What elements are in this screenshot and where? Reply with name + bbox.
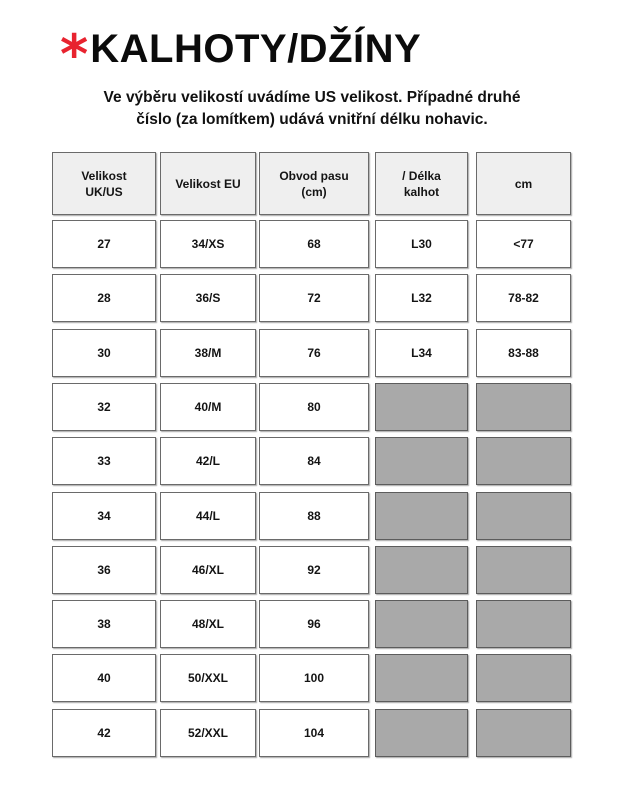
cell-value: 44/L	[195, 509, 220, 523]
cell-value: 46/XL	[191, 563, 224, 577]
cell-value: 27	[97, 237, 111, 251]
cell-value: 30	[97, 346, 111, 360]
cell-value: 40	[97, 671, 111, 685]
table-cell-size-eu	[160, 329, 256, 377]
table-cell-size-eu	[160, 437, 256, 485]
cell-value: 83-88	[508, 346, 539, 360]
empty-cell	[476, 546, 571, 594]
cell-value: 40/M	[194, 400, 222, 414]
table-cell-size-uk-us	[52, 654, 156, 702]
table-cell-waist-cm	[259, 709, 369, 757]
empty-cell	[375, 654, 468, 702]
table-cell-size-eu	[160, 709, 256, 757]
cell-value: 104	[303, 726, 325, 740]
cell-value: 32	[97, 400, 111, 414]
header-cell-leg-cm	[476, 152, 571, 215]
cell-value: L34	[411, 346, 432, 360]
empty-cell	[375, 546, 468, 594]
cell-value: 42/L	[195, 454, 220, 468]
header-label-line: cm	[514, 176, 533, 191]
asterisk-icon: *	[60, 23, 89, 86]
page-title: KALHOTY/DŽÍNY	[90, 27, 422, 71]
cell-value: 80	[307, 400, 321, 414]
header-label-line: Obvod pasu	[279, 168, 349, 183]
header-cell-leg-length	[375, 152, 468, 215]
cell-value: 38	[97, 617, 111, 631]
table-cell-waist-cm	[259, 546, 369, 594]
table-cell-size-eu	[160, 654, 256, 702]
cell-value: 50/XXL	[187, 671, 229, 685]
cell-value: 34/XS	[191, 237, 225, 251]
table-cell-leg-cm	[476, 220, 571, 268]
empty-cell	[476, 654, 571, 702]
table-cell-size-eu	[160, 546, 256, 594]
header-label	[175, 176, 240, 192]
table-cell-size-uk-us	[52, 546, 156, 594]
empty-cell	[375, 600, 468, 648]
subtitle-line-2: číslo (za lomítkem) udává vnitřní délku nohavic.	[136, 111, 488, 128]
table-cell-size-uk-us	[52, 709, 156, 757]
empty-cell	[476, 492, 571, 540]
header-label	[402, 168, 441, 200]
empty-cell	[375, 383, 468, 431]
cell-value: 33	[97, 454, 111, 468]
table-cell-waist-cm	[259, 654, 369, 702]
cell-value: <77	[513, 237, 534, 251]
header-label-line: Velikost EU	[175, 176, 241, 191]
header-label-line: (cm)	[301, 184, 327, 199]
cell-value: 100	[303, 671, 325, 685]
cell-value: 48/XL	[191, 617, 224, 631]
table-cell-size-uk-us	[52, 492, 156, 540]
table-cell-size-uk-us	[52, 220, 156, 268]
cell-value: 96	[307, 617, 321, 631]
table-cell-size-uk-us	[52, 600, 156, 648]
empty-cell	[375, 437, 468, 485]
table-cell-size-eu	[160, 220, 256, 268]
cell-value: 36	[97, 563, 111, 577]
table-cell-size-uk-us	[52, 274, 156, 322]
header-label	[279, 168, 348, 200]
empty-cell	[476, 600, 571, 648]
cell-value: 78-82	[508, 291, 539, 305]
cell-value: L30	[411, 237, 432, 251]
page-subtitle	[60, 87, 564, 131]
cell-value: 88	[307, 509, 321, 523]
table-cell-size-uk-us	[52, 383, 156, 431]
table-cell-size-eu	[160, 600, 256, 648]
empty-cell	[375, 492, 468, 540]
cell-value: 84	[307, 454, 321, 468]
header-label	[515, 176, 532, 192]
header-label	[81, 168, 126, 200]
cell-value: 34	[97, 509, 111, 523]
table-cell-size-eu	[160, 274, 256, 322]
header-label-line: kalhot	[403, 184, 440, 199]
empty-cell	[476, 709, 571, 757]
table-cell-size-uk-us	[52, 437, 156, 485]
table-cell-size-uk-us	[52, 329, 156, 377]
table-cell-leg-cm	[476, 274, 571, 322]
table-cell-waist-cm	[259, 492, 369, 540]
cell-value: 38/M	[194, 346, 222, 360]
table-cell-size-eu	[160, 383, 256, 431]
table-cell-waist-cm	[259, 220, 369, 268]
table-cell-size-eu	[160, 492, 256, 540]
cell-value: L32	[411, 291, 432, 305]
cell-value: 52/XXL	[187, 726, 229, 740]
empty-cell	[375, 709, 468, 757]
cell-value: 72	[307, 291, 321, 305]
cell-value: 36/S	[195, 291, 221, 305]
table-cell-leg-cm	[476, 329, 571, 377]
table-cell-leg-length	[375, 329, 468, 377]
header-cell-size-uk-us	[52, 152, 156, 215]
subtitle-line-1: Ve výběru velikostí uvádíme US velikost. Případné druhé	[103, 89, 521, 106]
table-cell-leg-length	[375, 274, 468, 322]
cell-value: 68	[307, 237, 321, 251]
header-cell-size-eu	[160, 152, 256, 215]
table-cell-leg-length	[375, 220, 468, 268]
empty-cell	[476, 437, 571, 485]
header-label-line: UK/US	[85, 184, 123, 199]
title-row	[60, 22, 422, 86]
cell-value: 76	[307, 346, 321, 360]
header-label-line: / Délka	[402, 168, 441, 183]
table-cell-waist-cm	[259, 383, 369, 431]
table-cell-waist-cm	[259, 437, 369, 485]
cell-value: 92	[307, 563, 321, 577]
header-cell-waist-cm	[259, 152, 369, 215]
table-cell-waist-cm	[259, 329, 369, 377]
empty-cell	[476, 383, 571, 431]
cell-value: 28	[97, 291, 111, 305]
table-cell-waist-cm	[259, 600, 369, 648]
table-cell-waist-cm	[259, 274, 369, 322]
cell-value: 42	[97, 726, 111, 740]
header-label-line: Velikost	[81, 168, 127, 183]
